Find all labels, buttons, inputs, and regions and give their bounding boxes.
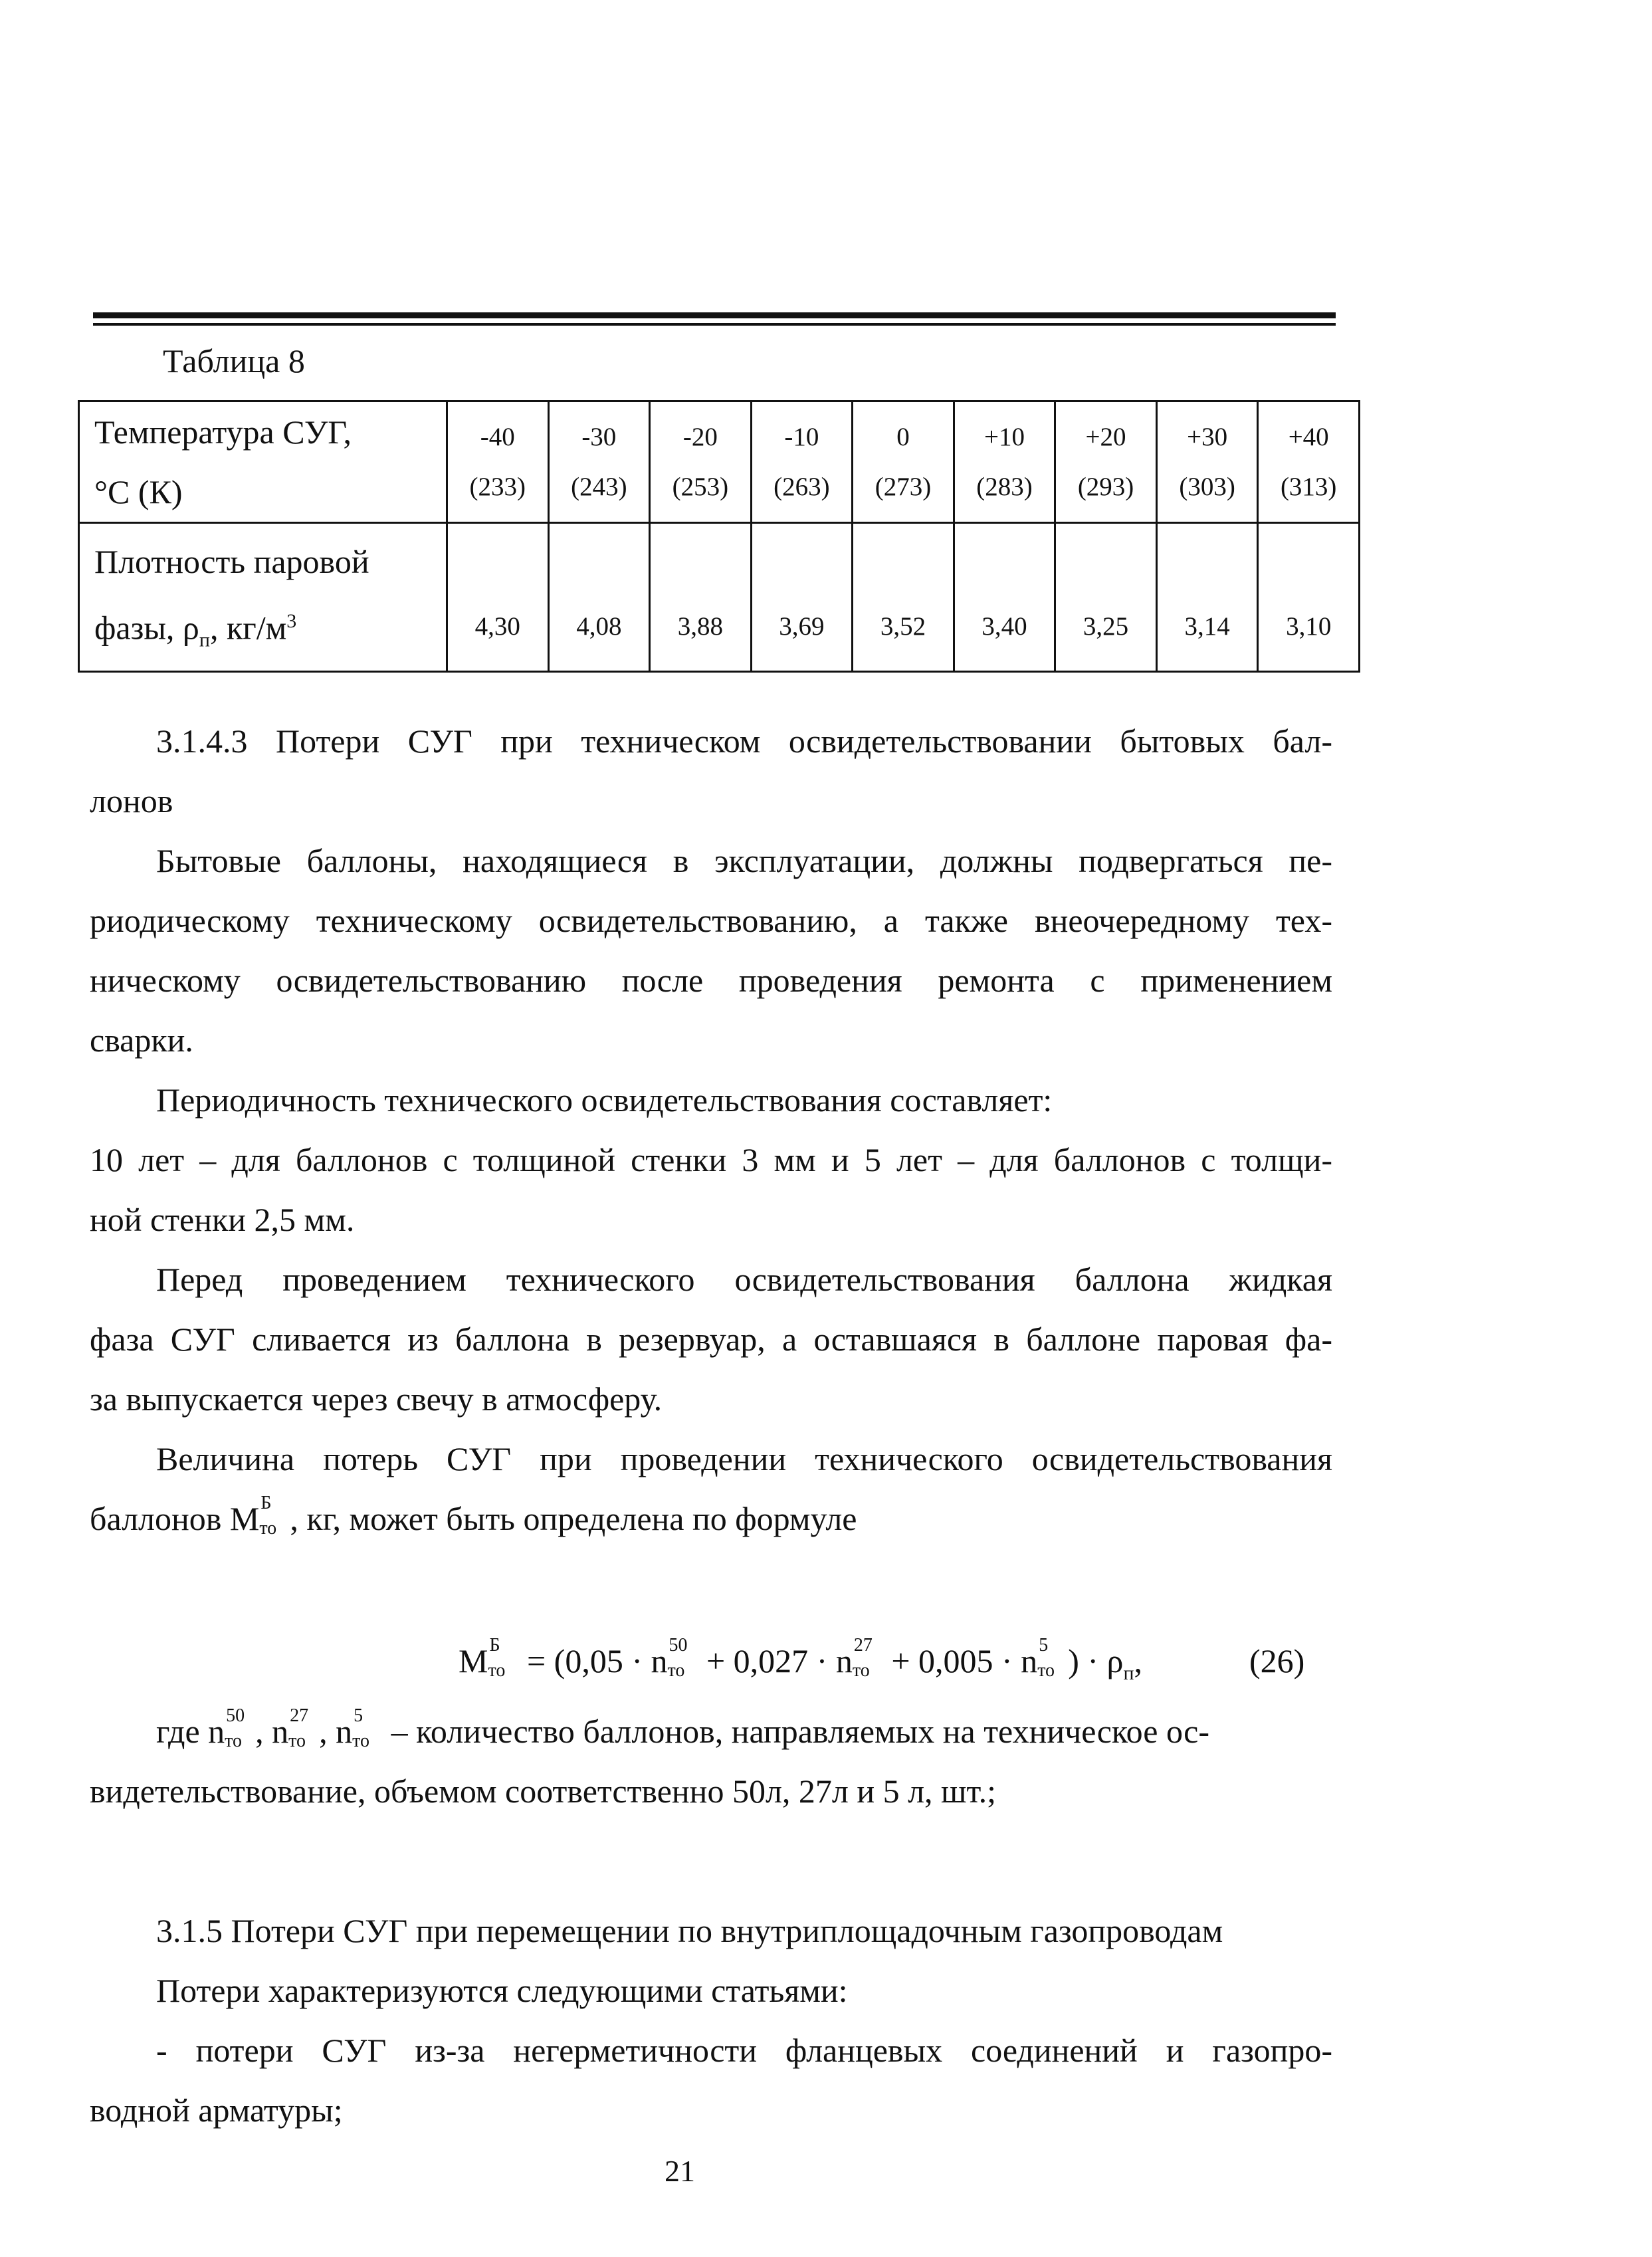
temp-cell: -10 (263) bbox=[751, 401, 853, 523]
formula-26: М Б то = (0,05 · n 50 то + 0,027 · n 27 то + 0,005 · n 5 то ) · $\rho_п$, bbox=[459, 1635, 1143, 1684]
temp-cell: -20 (253) bbox=[650, 401, 752, 523]
table-caption: Таблица 8 bbox=[163, 342, 305, 379]
section-315-item1: - потери СУГ из-за негерметичности фланцевых соединений и газопро- водной арматуры; bbox=[90, 2032, 1332, 2129]
density-cell: 3,69 bbox=[751, 523, 853, 672]
top-rule-thick bbox=[93, 312, 1336, 318]
paragraph-inspection: Бытовые баллоны, находящиеся в эксплуатации, должны подвергаться пе- риодическому техническому освидетельствованию, а также внеочередному тех- ническому освидетельствованию после проведения ремонта с применением сварки. bbox=[90, 842, 1332, 1059]
formula-number: (26) bbox=[1249, 1642, 1305, 1679]
density-cell: 3,25 bbox=[1055, 523, 1157, 672]
section-315-heading: 3.1.5 Потери СУГ при перемещении по внутриплощадочным газопроводам bbox=[156, 1912, 1223, 1949]
temp-cell: -30 (243) bbox=[548, 401, 650, 523]
top-rule-thin bbox=[93, 323, 1336, 326]
density-cell: 4,30 bbox=[447, 523, 549, 672]
temp-cell: 0 (273) bbox=[853, 401, 954, 523]
temperature-label: Температура СУГ, °С (К) bbox=[79, 401, 447, 523]
superscript-subscript: Б то bbox=[259, 1493, 277, 1539]
paragraph-intervals: 10 лет – для баллонов с толщиной стенки 3 мм и 5 лет – для баллонов с толщи- ной стенки 2,5 мм. bbox=[90, 1141, 1332, 1238]
temp-cell: +40 (313) bbox=[1258, 401, 1360, 523]
density-label: Плотность паровой фазы, $\rho_п$, $кг/м^3$ bbox=[79, 523, 447, 672]
density-cell: 3,14 bbox=[1156, 523, 1258, 672]
density-cell: 3,40 bbox=[954, 523, 1055, 672]
temp-cell: +30 (303) bbox=[1156, 401, 1258, 523]
paragraph-procedure: Перед проведением технического освидетельствования баллона жидкая фаза СУГ сливается из баллона в резервуар, а оставшаяся в баллоне паровая фа- за выпускается через свечу в атмосферу. bbox=[90, 1261, 1332, 1418]
formula-legend: где n 50 то , n 27 то , n 5 то – количество баллонов, направляемых на техническое ос- видетельствование, объемом соответственно 50л, 27л и 5 л, шт.; bbox=[90, 1705, 1210, 1810]
paragraph-loss-value: Величина потерь СУГ при проведении технического освидетельствования баллонов М Б то , кг, может быть определена по формуле bbox=[90, 1440, 1332, 1539]
temp-cell: +10 (283) bbox=[954, 401, 1055, 523]
paragraph-periodicity: Периодичность технического освидетельствования составляет: bbox=[156, 1081, 1053, 1119]
density-table bbox=[78, 400, 1360, 673]
section-3143-heading: 3.1.4.3 Потери СУГ при техническом освидетельствовании бытовых бал- лонов bbox=[90, 722, 1332, 819]
temperature-row bbox=[79, 401, 1360, 523]
density-cell: 3,88 bbox=[650, 523, 752, 672]
section-315-intro: Потери характеризуются следующими статьями: bbox=[156, 1972, 848, 2009]
density-cell: 3,52 bbox=[853, 523, 954, 672]
density-row bbox=[79, 523, 1360, 672]
density-cell: 3,10 bbox=[1258, 523, 1360, 672]
page-number: 21 bbox=[665, 2154, 695, 2188]
temp-cell: -40 (233) bbox=[447, 401, 549, 523]
temp-cell: +20 (293) bbox=[1055, 401, 1157, 523]
density-cell: 4,08 bbox=[548, 523, 650, 672]
